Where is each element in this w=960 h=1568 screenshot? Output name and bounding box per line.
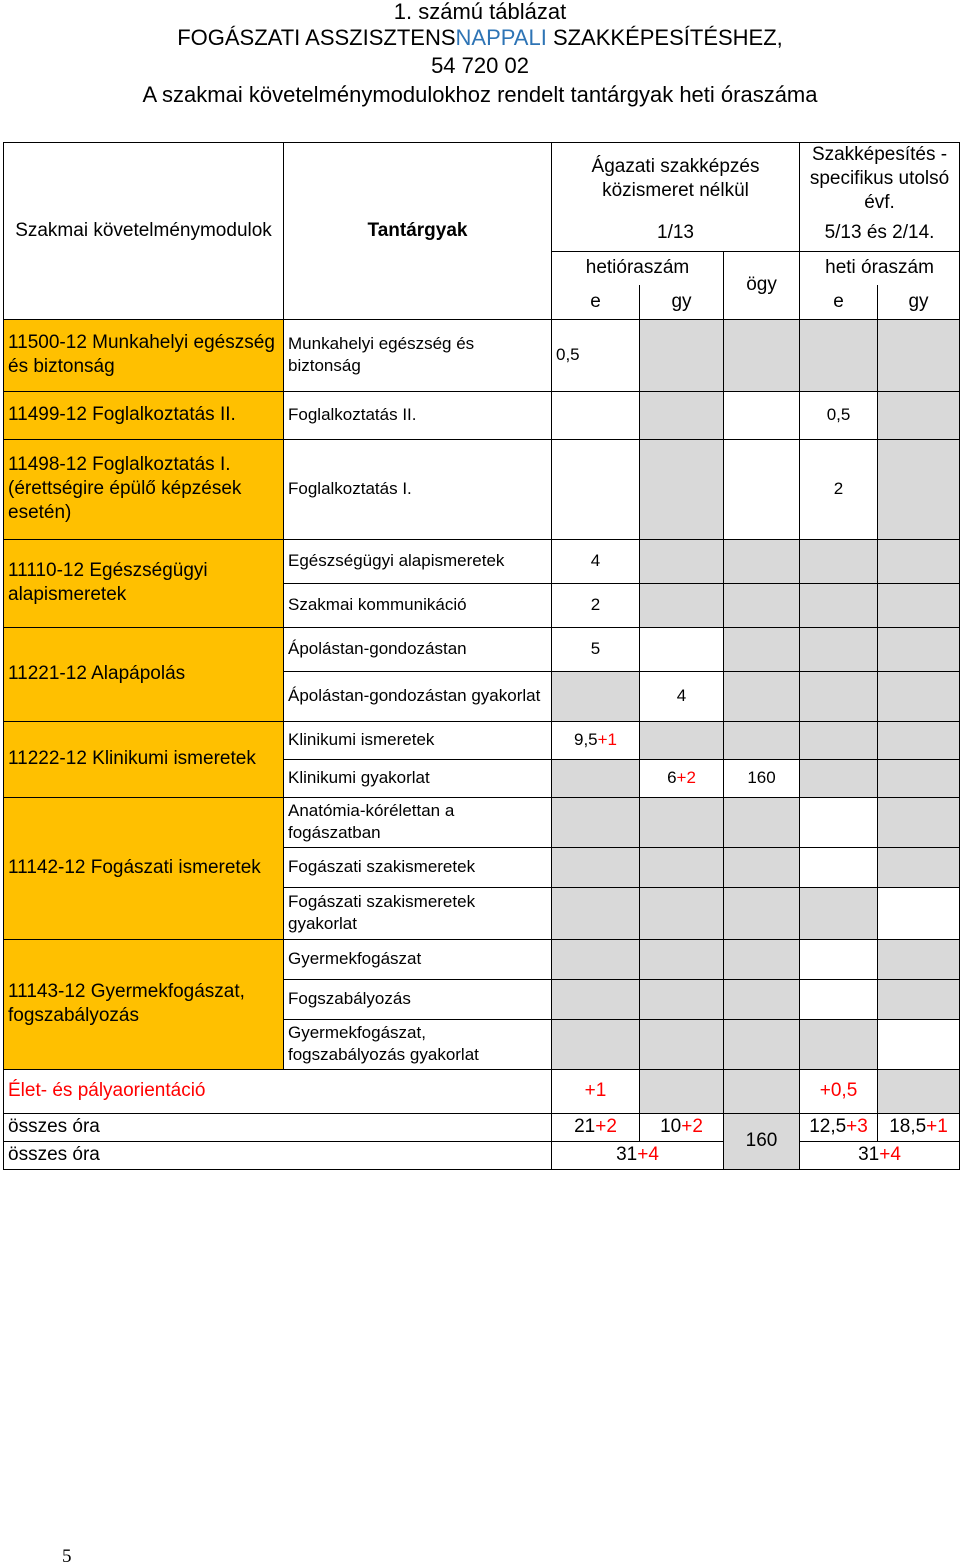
empty-cell xyxy=(878,939,960,979)
value-cell: 0,5 xyxy=(800,391,878,439)
title-part-b: NAPPALI xyxy=(455,25,547,50)
module-11110: 11110-12 Egészségügyi alapismeretek xyxy=(4,539,284,627)
empty-cell xyxy=(724,671,800,721)
empty-cell xyxy=(878,1069,960,1113)
total-label-1: összes óra xyxy=(4,1113,552,1141)
module-11142: 11142-12 Fogászati ismeretek xyxy=(4,797,284,939)
value-cell xyxy=(640,759,724,797)
value-cell: 5 xyxy=(552,627,640,671)
empty-cell xyxy=(640,391,724,439)
subject-cell: Foglalkoztatás II. xyxy=(284,391,552,439)
life-orientation-e2: +0,5 xyxy=(800,1069,878,1113)
life-orientation-label: Élet- és pályaorientáció xyxy=(4,1069,552,1113)
value-text: 9,5 xyxy=(573,730,598,749)
module-11143: 11143-12 Gyermekfogászat, fogszabályozás xyxy=(4,939,284,1069)
value-text: 12,5 xyxy=(809,1116,847,1137)
empty-cell xyxy=(800,671,878,721)
gy-header-1: gy xyxy=(640,285,724,319)
subject-cell: Foglalkoztatás I. xyxy=(284,439,552,539)
module-11500: 11500-12 Munkahelyi egészség és biztonság xyxy=(4,319,284,391)
empty-cell xyxy=(800,979,878,1019)
empty-cell xyxy=(640,939,724,979)
empty-cell xyxy=(878,887,960,939)
empty-cell xyxy=(800,583,878,627)
empty-cell xyxy=(552,391,640,439)
value-cell: 2 xyxy=(552,583,640,627)
empty-cell xyxy=(552,439,640,539)
subject-cell: Egészségügyi alapismeretek xyxy=(284,539,552,583)
e-header-2: e xyxy=(800,285,878,319)
empty-cell xyxy=(640,1069,724,1113)
total-sum-2 xyxy=(800,1141,960,1169)
subject-cell: Ápolástan-gondozástan xyxy=(284,627,552,671)
empty-cell xyxy=(724,939,800,979)
subject-cell: Klinikumi ismeretek xyxy=(284,721,552,759)
empty-cell xyxy=(800,319,878,391)
empty-cell xyxy=(800,721,878,759)
extra-value: +4 xyxy=(637,1144,659,1165)
year-header-1: 1/13 xyxy=(552,215,800,251)
value-cell xyxy=(552,721,640,759)
empty-cell xyxy=(552,847,640,887)
value-text: 10 xyxy=(660,1116,682,1137)
empty-cell xyxy=(724,887,800,939)
value-cell: 0,5 xyxy=(552,319,640,391)
subject-cell: Anatómia-kórélettan a fogászatban xyxy=(284,797,552,847)
empty-cell xyxy=(552,979,640,1019)
e-header-1: e xyxy=(552,285,640,319)
module-11499: 11499-12 Foglalkoztatás II. xyxy=(4,391,284,439)
empty-cell xyxy=(640,439,724,539)
empty-cell xyxy=(800,1019,878,1069)
subjects-header: Tantárgyak xyxy=(284,143,552,320)
empty-cell xyxy=(640,583,724,627)
empty-cell xyxy=(724,1019,800,1069)
subject-cell: Ápolástan-gondozástan gyakorlat xyxy=(284,671,552,721)
empty-cell xyxy=(878,847,960,887)
ogy-header: ögy xyxy=(724,251,800,319)
empty-cell xyxy=(878,1019,960,1069)
total-gy2 xyxy=(878,1113,960,1141)
subject-cell: Klinikumi gyakorlat xyxy=(284,759,552,797)
empty-cell xyxy=(800,627,878,671)
empty-cell xyxy=(878,797,960,847)
empty-cell xyxy=(800,759,878,797)
total-e1 xyxy=(552,1113,640,1141)
value-text: 31 xyxy=(858,1144,880,1165)
empty-cell xyxy=(724,391,800,439)
ogy-value: 160 xyxy=(724,759,800,797)
extra-value: +1 xyxy=(926,1116,948,1137)
empty-cell xyxy=(552,671,640,721)
value-text: 31 xyxy=(616,1144,638,1165)
empty-cell xyxy=(640,627,724,671)
empty-cell xyxy=(878,539,960,583)
empty-cell xyxy=(800,797,878,847)
empty-cell xyxy=(724,1069,800,1113)
subject-cell: Gyermekfogászat, fogszabályozás gyakorlat xyxy=(284,1019,552,1069)
empty-cell xyxy=(878,319,960,391)
empty-cell xyxy=(552,887,640,939)
subtitle: A szakmai követelménymodulokhoz rendelt tantárgyak heti óraszáma xyxy=(142,82,818,107)
weekly-hours-header-1: hetióraszám xyxy=(552,251,724,285)
extra-value: +3 xyxy=(846,1116,868,1137)
document-title-block xyxy=(0,0,960,110)
empty-cell xyxy=(878,391,960,439)
extra-value: +4 xyxy=(879,1144,901,1165)
subject-cell: Fogászati szakismeretek gyakorlat xyxy=(284,887,552,939)
empty-cell xyxy=(640,797,724,847)
empty-cell xyxy=(552,939,640,979)
title-part-c: SZAKKÉPESÍTÉSHEZ, xyxy=(546,25,783,50)
empty-cell xyxy=(724,439,800,539)
module-11221: 11221-12 Alapápolás xyxy=(4,627,284,721)
empty-cell xyxy=(878,671,960,721)
empty-cell xyxy=(640,887,724,939)
total-e2 xyxy=(800,1113,878,1141)
total-sum-1 xyxy=(552,1141,724,1169)
empty-cell xyxy=(878,583,960,627)
value-text: 18,5 xyxy=(889,1116,927,1137)
gy-header-2: gy xyxy=(878,285,960,319)
value-cell: 4 xyxy=(640,671,724,721)
hours-table xyxy=(3,142,960,1170)
module-11498: 11498-12 Foglalkoztatás I. (érettségire épülő képzések esetén) xyxy=(4,439,284,539)
life-orientation-e1: +1 xyxy=(552,1069,640,1113)
empty-cell xyxy=(724,319,800,391)
empty-cell xyxy=(724,797,800,847)
empty-cell xyxy=(640,539,724,583)
empty-cell xyxy=(724,847,800,887)
modules-header: Szakmai követelménymodulok xyxy=(4,143,284,320)
empty-cell xyxy=(640,979,724,1019)
empty-cell xyxy=(552,1019,640,1069)
empty-cell xyxy=(878,627,960,671)
empty-cell xyxy=(552,797,640,847)
module-11222: 11222-12 Klinikumi ismeretek xyxy=(4,721,284,797)
empty-cell xyxy=(878,979,960,1019)
extra-value: +1 xyxy=(597,730,618,749)
empty-cell xyxy=(878,721,960,759)
subject-cell: Fogászati szakismeretek xyxy=(284,847,552,887)
total-label-2: összes óra xyxy=(4,1141,552,1169)
value-cell: 4 xyxy=(552,539,640,583)
extra-value: +2 xyxy=(676,768,696,787)
title-line xyxy=(0,24,960,52)
weekly-hours-header-2: heti óraszám xyxy=(800,251,960,285)
value-text: 6 xyxy=(667,768,677,787)
empty-cell xyxy=(640,847,724,887)
empty-cell xyxy=(724,979,800,1019)
qualification-code: 54 720 02 xyxy=(431,53,529,78)
total-ogy: 160 xyxy=(724,1113,800,1169)
empty-cell xyxy=(640,721,724,759)
empty-cell xyxy=(800,887,878,939)
empty-cell xyxy=(724,721,800,759)
empty-cell xyxy=(724,539,800,583)
specific-header: Szakképesítés -specifikus utolsó évf. xyxy=(800,143,960,216)
value-cell: 2 xyxy=(800,439,878,539)
year-header-2: 5/13 és 2/14. xyxy=(800,215,960,251)
empty-cell xyxy=(878,759,960,797)
table-number: 1. számú táblázat xyxy=(393,0,567,24)
subject-cell: Munkahelyi egészség és biztonság xyxy=(284,319,552,391)
subject-cell: Gyermekfogászat xyxy=(284,939,552,979)
extra-value: +2 xyxy=(595,1116,617,1137)
empty-cell xyxy=(640,1019,724,1069)
subject-cell: Fogszabályozás xyxy=(284,979,552,1019)
total-gy1 xyxy=(640,1113,724,1141)
empty-cell xyxy=(640,319,724,391)
title-part-a: FOGÁSZATI ASSZISZTENS xyxy=(177,25,456,50)
empty-cell xyxy=(800,847,878,887)
empty-cell xyxy=(800,539,878,583)
empty-cell xyxy=(552,759,640,797)
subject-cell: Szakmai kommunikáció xyxy=(284,583,552,627)
value-text: 21 xyxy=(574,1116,596,1137)
empty-cell xyxy=(724,627,800,671)
page-number: 5 xyxy=(62,1546,72,1567)
extra-value: +2 xyxy=(681,1116,703,1137)
empty-cell xyxy=(878,439,960,539)
empty-cell xyxy=(800,939,878,979)
sector-header: Ágazati szakképzés közismeret nélkül xyxy=(552,143,800,216)
empty-cell xyxy=(724,583,800,627)
